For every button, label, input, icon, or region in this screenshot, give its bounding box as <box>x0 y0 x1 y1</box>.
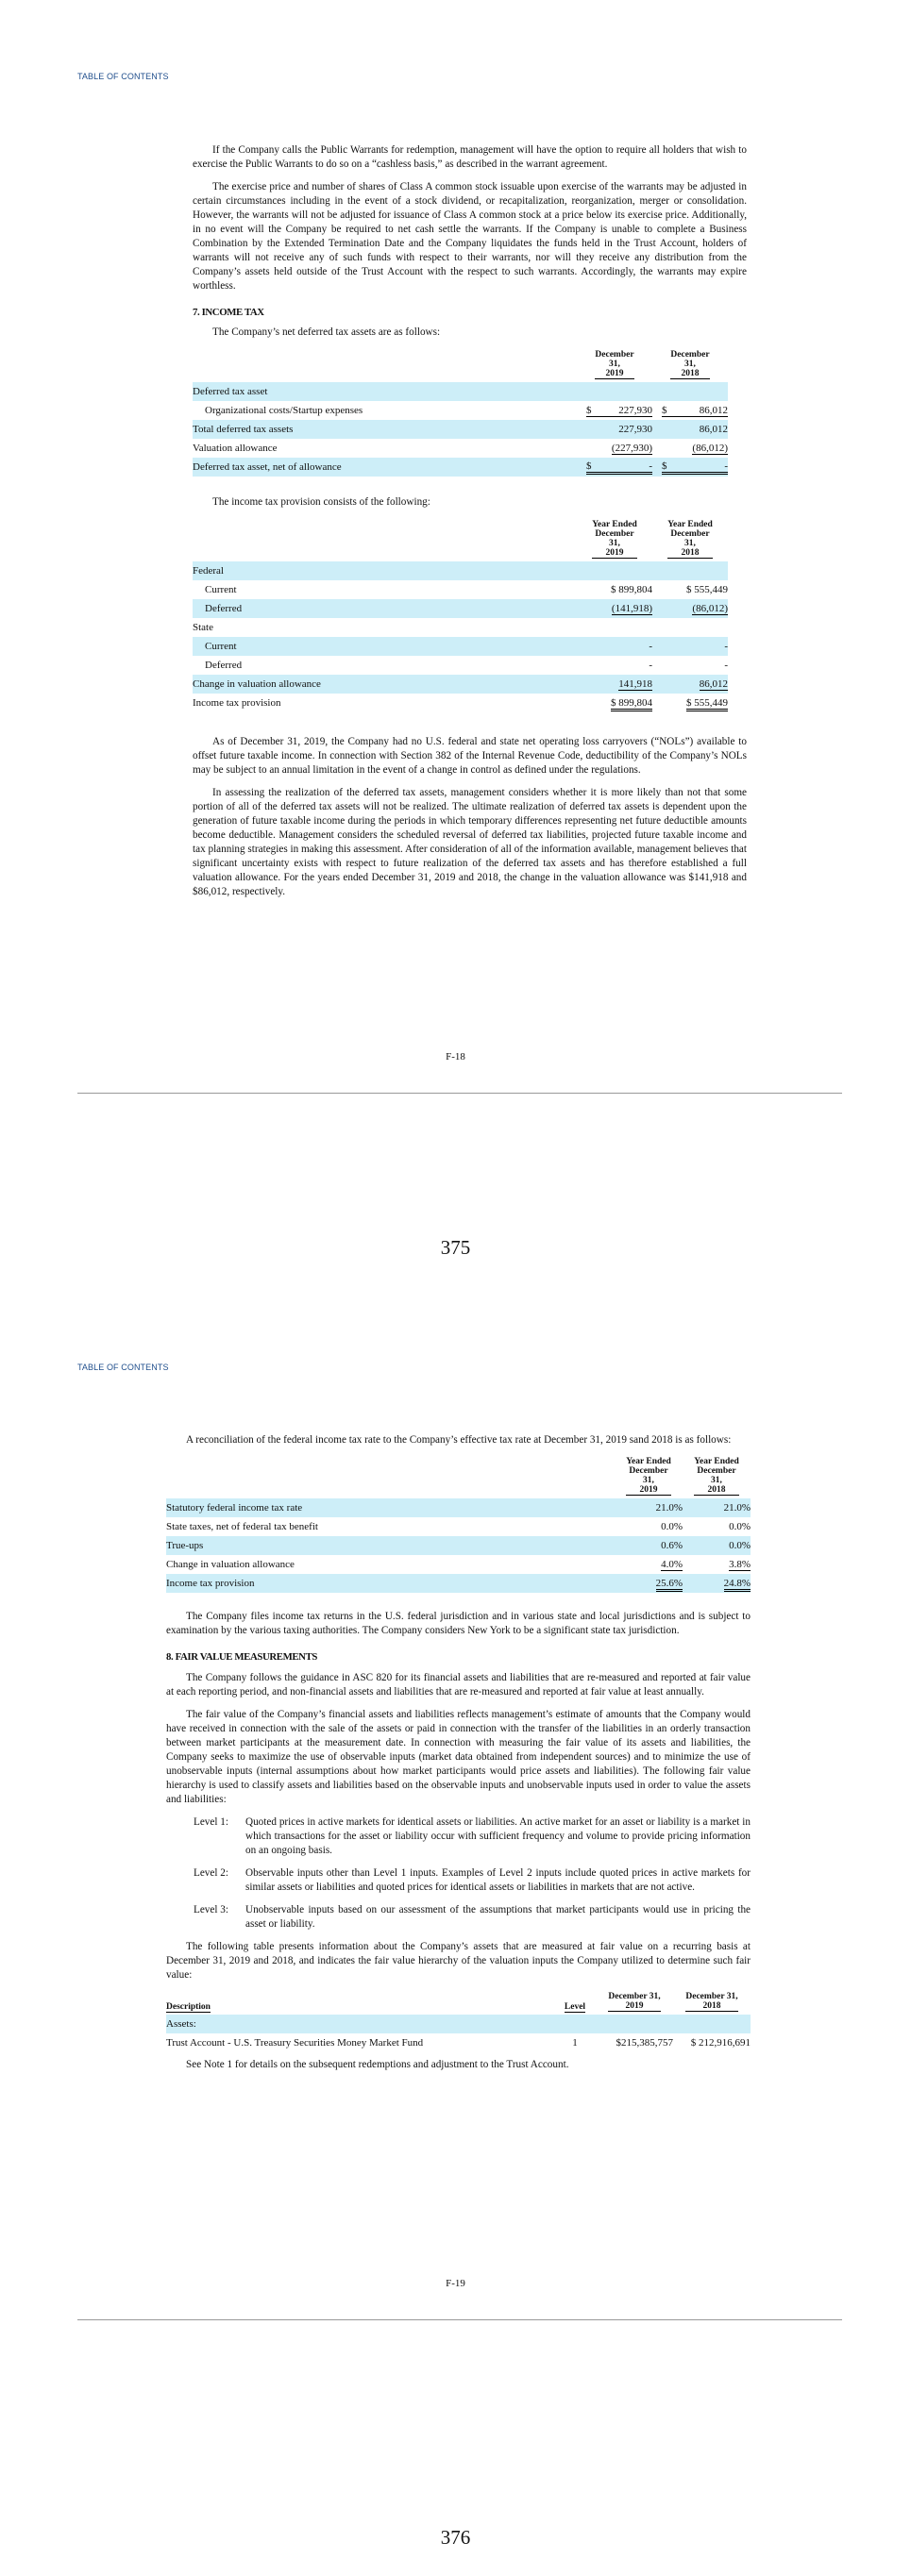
dollar-sign: $ <box>586 404 592 416</box>
table-row <box>193 580 728 599</box>
col-header: December 31, <box>685 1992 738 2001</box>
row-label: Trust Account - U.S. Treasury Securities Money Market Fund <box>166 2037 424 2049</box>
dollar-sign: $ <box>662 404 667 416</box>
col-header: 2019 <box>605 369 624 378</box>
level-text: Quoted prices in active markets for identical assets or liabilities. An active market for an asset or liability is a market in which transactions for the asset or liability occur with sufficient frequency and volume to provide pricing information on an ongoing basis. <box>245 1816 751 1856</box>
cell-value: 0.0% <box>729 1521 751 1532</box>
row-label: Deferred <box>205 603 243 614</box>
cell-value: - <box>649 641 652 652</box>
table-row <box>193 637 728 656</box>
table-row <box>193 675 728 694</box>
col-header: Level <box>564 2002 586 2012</box>
table-row <box>166 1555 751 1574</box>
col-header: 2019 <box>639 1485 658 1495</box>
cell-value: - <box>724 641 728 652</box>
page-f19 <box>166 1433 751 2072</box>
page-divider <box>77 2319 842 2320</box>
valuation-allowance-paragraph: In assessing the realization of the deferred tax assets, management considers whether it is more likely than not that some portion of all of the deferred tax assets will not be realized. The ultimate realization of deferred tax assets is dependent upon the generation of future taxable income during the periods in which temporary differences representing net future deductible amounts become deductible. Management considers the scheduled reversal of deferred tax liabilities, projected future taxable income and tax planning strategies in making this assessment. After consideration of all of the information available, management believes that significant uncertainty exists with respect to future realization of the deferred tax assets and has therefore established a full valuation allowance. For the years ended December 31, 2019 and 2018, the change in the valuation allowance was $141,918 and $86,012, respectively. <box>193 787 747 897</box>
col-header: Year Ended <box>667 520 713 529</box>
col-header: 2018 <box>707 1485 726 1495</box>
cell-value: 4.0% <box>661 1559 683 1570</box>
table-row <box>193 561 728 580</box>
row-label: Federal <box>193 565 224 577</box>
col-header: 31, <box>684 539 696 548</box>
col-header: December 31, <box>608 1992 661 2001</box>
col-header: December <box>595 529 634 539</box>
col-header: 31, <box>711 1476 722 1485</box>
cell-value: 227,930 <box>618 404 652 416</box>
asc820-paragraph: The Company follows the guidance in ASC 820 for its financial assets and liabilities that are re-measured and reported at fair value at each reporting period, and non-financial assets and liabilities that are re-measured and reported at fair value at least annually. <box>166 1672 751 1698</box>
sequence-number-376: 376 <box>440 2526 471 2549</box>
level-1-item <box>194 1815 751 1858</box>
table-row <box>193 439 728 458</box>
col-header: December <box>670 350 710 360</box>
cell-value: 141,918 <box>618 678 652 690</box>
provision-intro: The income tax provision consists of the following: <box>212 496 430 508</box>
col-header: Year Ended <box>626 1457 671 1466</box>
row-label: Valuation allowance <box>193 443 278 454</box>
table-row <box>193 694 728 712</box>
col-header: 2018 <box>702 2001 721 2011</box>
col-header: 31, <box>684 360 696 369</box>
col-header: December <box>629 1466 668 1476</box>
cell-value: 227,930 <box>618 424 652 435</box>
table-row <box>193 458 728 477</box>
table-row <box>193 420 728 439</box>
cell-value: 25.6% <box>656 1578 683 1592</box>
table-row <box>166 2033 751 2052</box>
income-tax-heading: 7. INCOME TAX <box>193 307 264 318</box>
note-reference: See Note 1 for details on the subsequent redemptions and adjustment to the Trust Account. <box>186 2059 569 2070</box>
cell-value: - <box>649 660 652 671</box>
fair-value-table-intro: The following table presents information about the Company’s assets that are measured at fair value on a recurring basis at December 31, 2019 and 2018, and indicates the fair value hierarchy of the valuation inputs the Company utilized to determine such fair value: <box>166 1941 751 1981</box>
income-tax-provision-table <box>193 520 728 712</box>
col-header: December <box>670 529 710 539</box>
table-of-contents-link[interactable]: TABLE OF CONTENTS <box>77 1363 169 1372</box>
table-of-contents-link[interactable]: TABLE OF CONTENTS <box>77 72 169 81</box>
cell-value: 86,012 <box>699 678 728 690</box>
row-label: Income tax provision <box>193 697 281 709</box>
table-row <box>166 1517 751 1536</box>
col-header: 31, <box>609 539 620 548</box>
cell-value: $ 899,804 <box>611 584 652 595</box>
warrant-redemption-paragraph: If the Company calls the Public Warrants for redemption, management will have the option to require all holders that wish to exercise the Public Warrants to do so on a “cashless basis,” as described in the warrant agreement. <box>193 144 747 170</box>
cell-value: 0.0% <box>661 1521 683 1532</box>
cell-value: (86,012) <box>692 603 728 614</box>
cell-value: $ 555,449 <box>686 697 728 711</box>
dollar-sign: $ <box>662 460 667 472</box>
table-row <box>166 1498 751 1517</box>
cell-value: - <box>649 460 652 472</box>
page-number-f19: F-19 <box>446 2278 465 2289</box>
page-divider <box>77 1093 842 1094</box>
fair-value-table <box>166 1992 751 2052</box>
row-label: True-ups <box>166 1540 204 1551</box>
row-label: Deferred <box>205 660 243 671</box>
row-label: Deferred tax asset, net of allowance <box>193 461 342 473</box>
col-header: 2019 <box>625 2001 644 2011</box>
table-row <box>193 618 728 637</box>
row-label: Income tax provision <box>166 1578 255 1589</box>
table-row <box>193 382 728 401</box>
level-key: Level 3: <box>194 1904 228 1915</box>
level-text: Unobservable inputs based on our assessment of the assumptions that market participants would use in pricing the asset or liability. <box>245 1904 751 1930</box>
tax-returns-paragraph: The Company files income tax returns in the U.S. federal jurisdiction and in various state and local jurisdictions and is subject to examination by the various taxing authorities. The Company considers New York to be a significant state tax jurisdiction. <box>166 1611 751 1636</box>
cell-value: $ 555,449 <box>686 584 728 595</box>
page-number-f18: F-18 <box>446 1051 465 1062</box>
cell-value: 21.0% <box>655 1502 683 1514</box>
nol-paragraph: As of December 31, 2019, the Company had no U.S. federal and state net operating loss carryovers (“NOLs”) available to offset future taxable income. In connection with Section 382 of the Internal Revenue Code, deductibility of the Company’s NOLs may be subject to an annual limitation in the event of a change in control as defined under the regulations. <box>193 736 747 776</box>
deferred-tax-table <box>193 350 728 477</box>
cell-value: 0.0% <box>729 1540 751 1551</box>
table-row <box>193 599 728 618</box>
table-row <box>166 1536 751 1555</box>
page-f18 <box>193 143 747 899</box>
sequence-number-375: 375 <box>440 1236 471 1259</box>
col-header: Year Ended <box>694 1457 739 1466</box>
cell-value: 1 <box>572 2037 578 2049</box>
reconciliation-intro: A reconciliation of the federal income tax rate to the Company’s effective tax rate at December 31, 2019 sand 2018 is as follows: <box>186 1434 732 1446</box>
row-label: Organizational costs/Startup expenses <box>205 405 363 416</box>
level-2-item <box>194 1866 751 1895</box>
col-header: 2018 <box>681 369 700 378</box>
row-label: Deferred tax asset <box>193 386 268 397</box>
cell-value: (141,918) <box>611 603 652 614</box>
table-row <box>166 2015 751 2033</box>
table-row <box>193 401 728 420</box>
cell-value: 21.0% <box>723 1502 751 1514</box>
col-header: 31, <box>609 360 620 369</box>
section-label: Assets: <box>166 2018 196 2030</box>
cell-value: - <box>724 660 728 671</box>
row-label: State taxes, net of federal tax benefit <box>166 1521 318 1532</box>
level-key: Level 2: <box>194 1867 228 1879</box>
row-label: Total deferred tax assets <box>193 424 294 435</box>
cell-value: (86,012) <box>692 443 728 454</box>
cell-value: $ 899,804 <box>611 697 652 711</box>
fair-value-paragraph: The fair value of the Company’s financial assets and liabilities reflects management’s estimate of amounts that the Company would have received in connection with the sale of the assets or paid in connection with the transfer of the liabilities in an orderly transaction between market participants at the measurement date. In connection with measuring the fair value of its assets and liabilities, the Company seeks to maximize the use of observable inputs (market data obtained from independent sources) and to minimize the use of unobservable inputs (internal assumptions about how market participants would price assets and liabilities). The following fair value hierarchy is used to classify assets and liabilities based on the observable inputs and unobservable inputs used in order to value the assets and liabilities: <box>166 1709 751 1805</box>
row-label: Change in valuation allowance <box>193 678 321 690</box>
cell-value: 24.8% <box>724 1578 751 1592</box>
cell-value: 0.6% <box>661 1540 683 1551</box>
cell-value: $215,385,757 <box>616 2037 673 2049</box>
warrant-adjustment-paragraph: The exercise price and number of shares of Class A common stock issuable upon exercise of the warrants may be adjusted in certain circumstances including in the event of a stock dividend, or recapitalization, reorganization, merger or consolidation. However, the warrants will not be adjusted for issuance of Class A common stock at a price below its exercise price. Additionally, in no event will the Company be required to net cash settle the warrants. If the Company is unable to complete a Business Combination by the Extended Termination Date and the Company liquidates the funds held in the Trust Account, holders of warrants will not receive any of such funds with respect to their warrants, nor will they receive any distribution from the Company’s assets held outside of the Trust Account with the respect to such warrants. Accordingly, the warrants may expire worthless. <box>193 181 747 292</box>
row-label: Current <box>205 641 237 652</box>
table-row <box>193 656 728 675</box>
cell-value: 86,012 <box>699 404 728 416</box>
table-row <box>166 1574 751 1593</box>
row-label: Statutory federal income tax rate <box>166 1502 303 1514</box>
level-key: Level 1: <box>194 1816 228 1828</box>
col-header: Year Ended <box>592 520 637 529</box>
fair-value-heading: 8. FAIR VALUE MEASUREMENTS <box>166 1651 317 1663</box>
col-header: 2018 <box>681 548 700 558</box>
col-header: Description <box>166 2002 211 2012</box>
deferred-tax-intro: The Company’s net deferred tax assets are as follows: <box>212 326 441 338</box>
row-label: Current <box>205 584 237 595</box>
level-text: Observable inputs other than Level 1 inputs. Examples of Level 2 inputs include quoted prices in active markets for similar assets or liabilities and quoted prices for identical assets or liabilities in markets that are not active. <box>245 1867 751 1893</box>
dollar-sign: $ <box>586 460 592 472</box>
col-header: December <box>697 1466 736 1476</box>
cell-value: 86,012 <box>699 424 728 435</box>
col-header: 2019 <box>605 548 624 558</box>
cell-value: - <box>724 460 728 472</box>
col-header: 31, <box>643 1476 654 1485</box>
cell-value: $ 212,916,691 <box>690 2037 751 2049</box>
row-label: Change in valuation allowance <box>166 1559 295 1570</box>
row-label: State <box>193 622 213 633</box>
cell-value: 3.8% <box>729 1559 751 1570</box>
level-3-item <box>194 1903 751 1932</box>
col-header: December <box>595 350 634 360</box>
tax-rate-reconciliation-table <box>166 1457 751 1593</box>
cell-value: (227,930) <box>611 443 652 454</box>
